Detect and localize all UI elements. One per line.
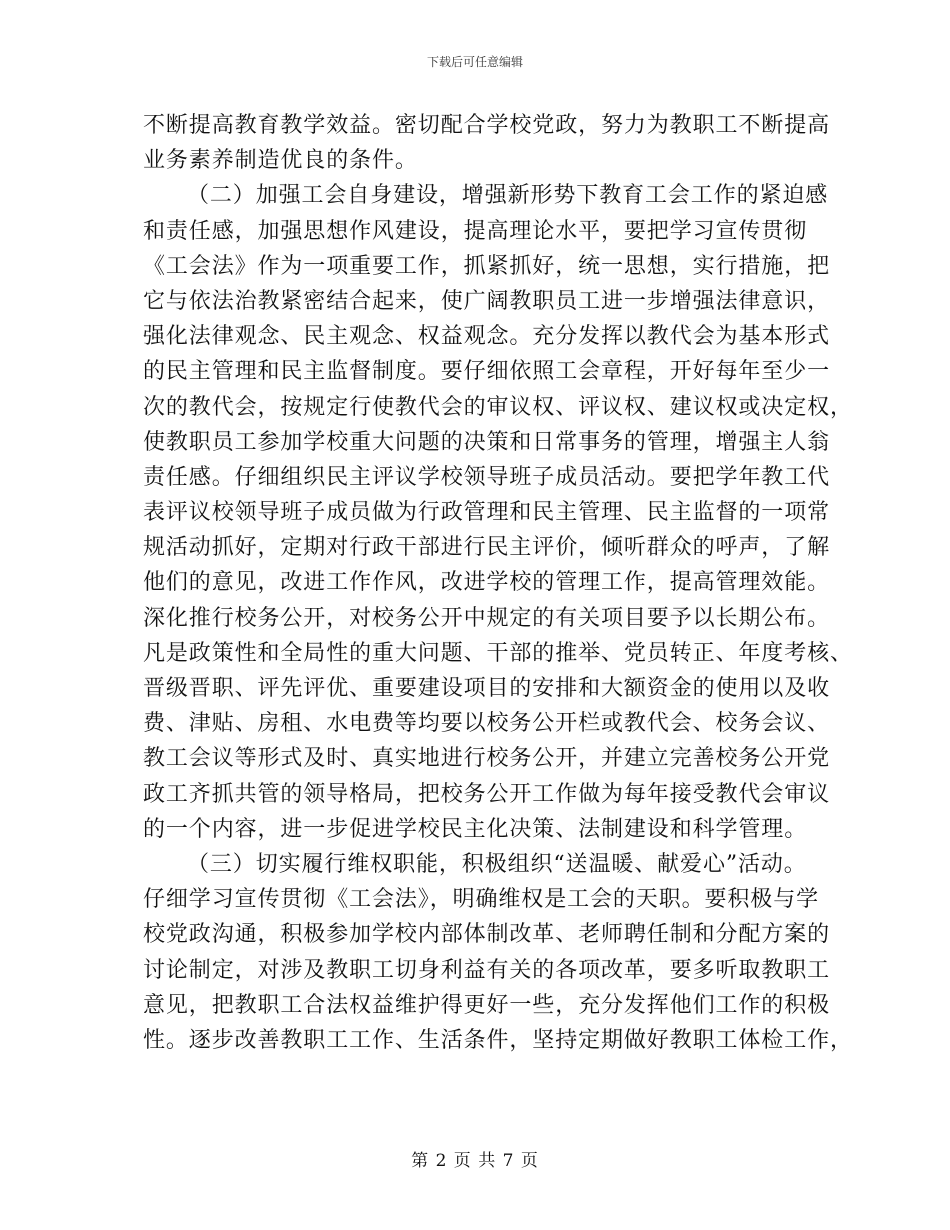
text-line: 责任感。仔细组织民主评议学校领导班子成员活动。要把学年教工代 (143, 464, 831, 490)
text-line: 仔细学习宣传贯彻《工会法》，明确维权是工会的天职。要积极与学 (143, 887, 820, 913)
text-line: 深化推行校务公开，对校务公开中规定的有关项目要予以长期公布。 (143, 605, 831, 631)
text-line: 性。逐步改善教职工工作、生活条件，坚持定期做好教职工体检工作， (143, 1027, 853, 1053)
text-line: 教工会议等形式及时、真实地进行校务公开，并建立完善校务公开党 (143, 746, 831, 772)
paragraph-first-line: （三）切实履行维权职能，积极组织“送温暖、献爱心”活动。 (187, 851, 807, 877)
text-line: 业务素养制造优良的条件。 (143, 148, 418, 174)
text-line: 校党政沟通，积极参加学校内部体制改革、老师聘任制和分配方案的 (143, 922, 831, 948)
paragraph-first-line: （二）加强工会自身建设，增强新形势下教育工会工作的紧迫感 (187, 183, 829, 209)
text-line: 的一个内容，进一步促进学校民主化决策、法制建设和科学管理。 (143, 816, 808, 842)
text-line: 次的教代会，按规定行使教代会的审议权、评议权、建议权或决定权， (143, 394, 853, 420)
text-line: 强化法律观念、民主观念、权益观念。充分发挥以教代会为基本形式 (143, 324, 831, 350)
body-text (143, 108, 853, 1058)
text-line: 讨论制定，对涉及教职工切身利益有关的各项改革，要多听取教职工 (143, 957, 831, 983)
text-line: 规活动抓好，定期对行政干部进行民主评价，倾听群众的呼声，了解 (143, 535, 831, 561)
text-line: 它与依法治教紧密结合起来，使广阔教职员工进一步增强法律意识， (143, 288, 831, 314)
text-line: 费、津贴、房租、水电费等均要以校务公开栏或教代会、校务会议、 (143, 711, 831, 737)
text-line: 和责任感，加强思想作风建设，提高理论水平，要把学习宣传贯彻 (143, 218, 808, 244)
text-line: 政工齐抓共管的领导格局，把校务公开工作做为每年接受教代会审议 (143, 781, 831, 807)
text-line: 表评议校领导班子成员做为行政管理和民主管理、民主监督的一项常 (143, 500, 831, 526)
text-line: 凡是政策性和全局性的重大问题、干部的推举、党员转正、年度考核、 (143, 640, 853, 666)
page-number: 第 2 页 共 7 页 (411, 1151, 539, 1171)
page-header: 下载后可任意编辑 (426, 55, 523, 69)
text-line: 不断提高教育教学效益。密切配合学校党政，努力为教职工不断提高 (143, 113, 831, 138)
text-line: 他们的意见，改进工作作风，改进学校的管理工作，提高管理效能。 (143, 570, 831, 596)
text-line: 《工会法》作为一项重要工作，抓紧抓好，统一思想，实行措施，把 (143, 253, 831, 279)
text-line: 的民主管理和民主监督制度。要仔细依照工会章程，开好每年至少一 (143, 359, 831, 385)
text-line: 意见，把教职工合法权益维护得更好一些，充分发挥他们工作的积极 (143, 992, 831, 1018)
text-line: 晋级晋职、评先评优、重要建设项目的安排和大额资金的使用以及收 (143, 676, 831, 701)
text-line: 使教职员工参加学校重大问题的决策和日常事务的管理，增强主人翁 (143, 429, 831, 455)
